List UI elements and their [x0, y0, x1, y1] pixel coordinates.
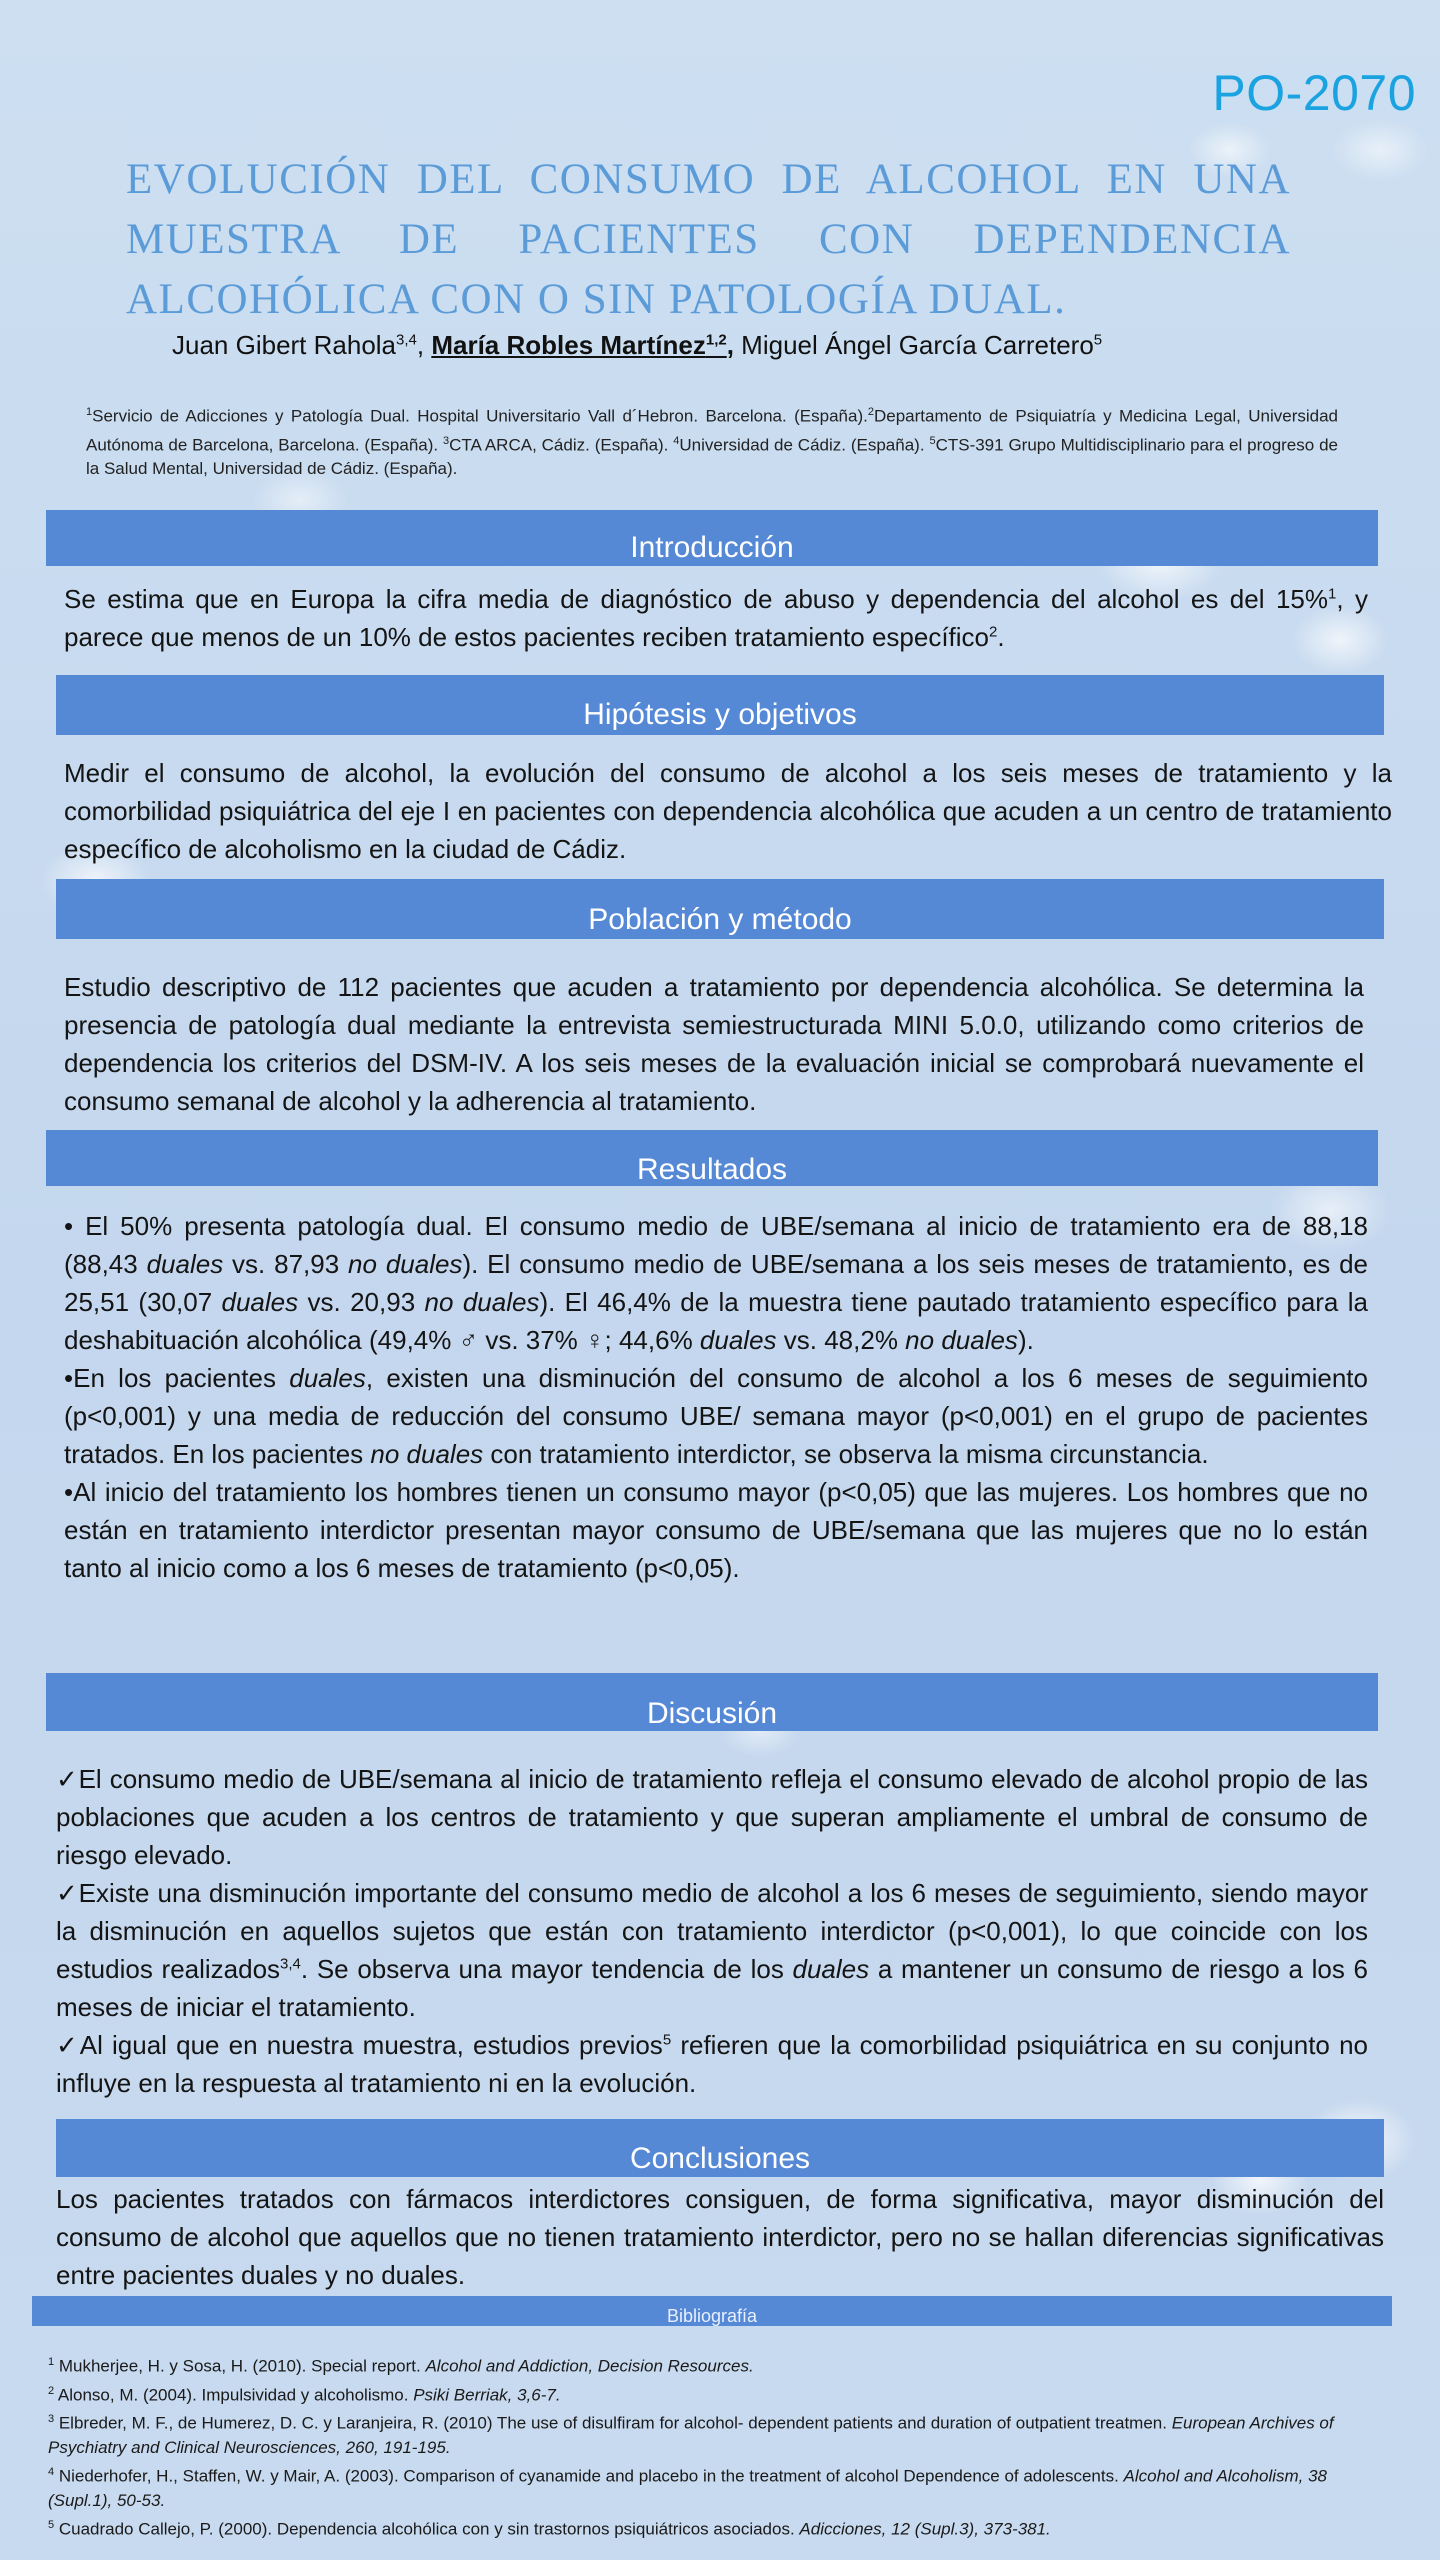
- author-1: Juan Gibert Rahola: [172, 330, 397, 360]
- author-3: Miguel Ángel García Carretero: [733, 330, 1094, 360]
- reference-number: 2: [48, 2384, 55, 2397]
- affil-text: Universidad de Cádiz. (España).: [679, 435, 930, 455]
- discussion-point-2: [56, 1874, 1368, 2026]
- bullet-icon: •: [64, 1477, 74, 1507]
- reference-text: Mukherjee, H. y Sosa, H. (2010). Special report.: [54, 2356, 426, 2376]
- section-text-poblacion: Estudio descriptivo de 112 pacientes que acuden a tratamiento por dependencia alcohólica. Se determina la presencia de patología dual mediante la entrevista semiestructurada MINI 5.0.0, utilizando como criterios de dependencia los criterios del DSM-IV. A los seis meses de la evaluación inicial se comprobará nuevamente el consumo semanal de alcohol y la adherencia al tratamiento.: [64, 972, 1364, 1116]
- results-italic: no duales: [424, 1287, 540, 1317]
- section-header-hipotesis: Hipótesis y objetivos: [56, 675, 1384, 735]
- check-icon: ✓: [56, 1764, 79, 1794]
- reference-source: Psiki Berriak, 3,6-7.: [413, 2385, 561, 2405]
- reference-item: [48, 2513, 1388, 2542]
- reference-item: [48, 2460, 1388, 2513]
- reference-number: 4: [48, 2465, 55, 2478]
- results-text: ). El 46,4% de la muestra tiene pautado tratamiento específico para la deshabituación alcohólica (49,4% ♂ vs. 37% ♀; 44,6%: [64, 1287, 1368, 1355]
- discussion-text: a mantener un consumo de riesgo a los 6 meses de iniciar el tratamiento.: [56, 1954, 1368, 2022]
- section-header-discusion: Discusión: [46, 1673, 1378, 1731]
- citation: 1: [1327, 585, 1337, 603]
- section-header-conclusiones: Conclusiones: [56, 2119, 1384, 2177]
- results-italic: no duales: [905, 1325, 1018, 1355]
- affil-num: 3: [442, 434, 450, 447]
- section-text-resultados: [64, 1207, 1368, 1587]
- intro-text: .: [997, 622, 1005, 652]
- section-text-hipotesis: Medir el consumo de alcohol, la evolución del consumo de alcohol a los seis meses de tratamiento y la comorbilidad psiquiátrica del eje I en pacientes con dependencia alcohólica que acuden a un centro de tratamiento específico de alcoholismo en la ciudad de Cádiz.: [64, 758, 1392, 864]
- authors-line: [172, 330, 1102, 361]
- author-2: María Robles Martínez: [431, 330, 706, 360]
- results-text: Al inicio del tratamiento los hombres tienen un consumo mayor (p<0,05) que las mujeres. Los hombres que no están en tratamiento interdictor presentan mayor consumo de UBE/semana que las mujeres que no lo están tanto al inicio como a los 6 meses de tratamiento (p<0,05).: [64, 1477, 1368, 1583]
- discussion-text: Al igual que en nuestra muestra, estudios previos: [79, 2030, 663, 2060]
- author-separator: ,: [416, 330, 432, 360]
- author-1-affil: 3,4: [396, 331, 417, 349]
- discussion-point-3: [56, 2026, 1368, 2102]
- author-separator: ,: [726, 330, 734, 360]
- results-text: ).: [1017, 1325, 1034, 1355]
- results-text: ). El consumo medio de UBE/semana a los seis meses de tratamiento, es de 25,51 (30,07: [64, 1249, 1368, 1317]
- affil-text: Servicio de Adicciones y Patología Dual. Hospital Universitario Vall d´Hebron. Barcelona. (España).: [92, 406, 868, 426]
- results-italic: duales: [221, 1287, 299, 1317]
- reference-text: Cuadrado Callejo, P. (2000). Dependencia alcohólica con y sin trastornos psiquiátricos asociados.: [54, 2519, 800, 2539]
- section-header-resultados: Resultados: [46, 1130, 1378, 1186]
- bullet-icon: •: [64, 1363, 74, 1393]
- reference-number: 5: [48, 2518, 55, 2531]
- results-bullet-1: [64, 1207, 1368, 1359]
- reference-source: European Archives of Psychiatry and Clinical Neurosciences, 260, 191-195.: [48, 2413, 1334, 2457]
- results-italic: duales: [146, 1249, 224, 1279]
- discussion-text: El consumo medio de UBE/semana al inicio de tratamiento refleja el consumo elevado de alcohol propio de las poblaciones que acuden a los centros de tratamiento y que superan ampliamente el umbral de consumo de riesgo elevado.: [56, 1764, 1369, 1870]
- reference-number: 3: [48, 2413, 55, 2426]
- reference-item: [48, 2407, 1388, 2460]
- reference-text: Elbreder, M. F., de Humerez, D. C. y Laranjeira, R. (2010) The use of disulfiram for alcohol- dependent patients and duration of outpatient treatmen.: [54, 2413, 1172, 2433]
- author-3-affil: 5: [1093, 331, 1103, 349]
- discussion-text: Existe una disminución importante del consumo medio de alcohol a los 6 meses de seguimiento, siendo mayor la disminución en aquellos sujetos que están con tratamiento interdictor (p<0,001), lo que coincide con los estudios realizados: [56, 1878, 1368, 1984]
- check-icon: ✓: [56, 1878, 79, 1908]
- title-line-2: MUESTRA DE PACIENTES CON DEPENDENCIA: [126, 216, 1291, 263]
- poster-title: [126, 150, 1291, 330]
- citation: 5: [662, 2031, 672, 2049]
- results-text: En los pacientes: [73, 1363, 290, 1393]
- author-2-affil: 1,2: [705, 331, 727, 349]
- results-text: El 50% presenta patología dual. El consumo medio de UBE/semana al inicio de tratamiento era de 88,18 (88,43: [64, 1211, 1368, 1279]
- affil-num: 2: [867, 406, 874, 418]
- citation: 3,4: [280, 1955, 301, 1973]
- check-icon: ✓: [56, 2030, 80, 2060]
- section-text-introduccion: [64, 580, 1368, 656]
- affil-text: CTA ARCA, Cádiz. (España).: [449, 435, 674, 455]
- discussion-italic: duales: [792, 1954, 870, 1984]
- affil-num: 4: [673, 434, 680, 447]
- reference-source: Alcohol and Alcoholism, 38 (Supl.1), 50-53.: [48, 2466, 1328, 2510]
- affil-num: 1: [86, 406, 93, 418]
- results-italic: no duales: [370, 1439, 484, 1469]
- section-header-bibliografia: Bibliografía: [32, 2296, 1392, 2326]
- results-text: , existen una disminución del consumo de alcohol a los 6 meses de seguimiento (p<0,001) y una media de reducción del consumo UBE/ semana mayor (p<0,001) en el grupo de pacientes tratados. En los pacientes: [64, 1363, 1368, 1469]
- reference-source: Adicciones, 12 (Supl.3), 373-381.: [799, 2519, 1051, 2539]
- results-text: vs. 20,93: [298, 1287, 425, 1317]
- results-text: vs. 87,93: [223, 1249, 349, 1279]
- affiliations: [86, 400, 1338, 481]
- reference-number: 1: [48, 2356, 55, 2368]
- reference-text: Alonso, M. (2004). Impulsividad y alcoholismo.: [54, 2385, 414, 2405]
- section-header-poblacion: Población y método: [56, 879, 1384, 939]
- section-text-discusion: [56, 1760, 1368, 2102]
- results-italic: no duales: [348, 1249, 463, 1279]
- bullet-icon: •: [64, 1211, 74, 1241]
- results-italic: duales: [289, 1363, 366, 1393]
- poster-code: PO-2070: [1212, 65, 1416, 121]
- intro-text: Se estima que en Europa la cifra media de diagnóstico de abuso y dependencia del alcohol es del 15%: [64, 584, 1328, 614]
- discussion-text: refieren que la comorbilidad psiquiátrica en su conjunto no influye en la respuesta al tratamiento ni en la evolución.: [56, 2030, 1368, 2098]
- reference-item: [48, 2379, 1388, 2408]
- discussion-point-1: [56, 1760, 1368, 1874]
- title-line-1: EVOLUCIÓN DEL CONSUMO DE ALCOHOL EN UNA: [126, 156, 1291, 203]
- results-bullet-2: [64, 1359, 1368, 1473]
- affil-text: CTS-391 Grupo Multidisciplinario para el progreso de la Salud Mental, Universidad de Cádiz. (España).: [86, 435, 1338, 479]
- reference-text: Niederhofer, H., Staffen, W. y Mair, A. (2003). Comparison of cyanamide and placebo in the treatment of alcohol Dependence of adolescents.: [54, 2466, 1124, 2486]
- results-text: con tratamiento interdictor, se observa la misma circunstancia.: [483, 1439, 1209, 1469]
- results-text: vs. 48,2%: [776, 1325, 906, 1355]
- author-2-main: [431, 330, 734, 360]
- affil-num: 5: [929, 434, 936, 447]
- results-italic: duales: [699, 1325, 777, 1355]
- discussion-text: . Se observa una mayor tendencia de los: [300, 1954, 793, 1984]
- affil-text: Departamento de Psiquiatría y Medicina Legal, Universidad Autónoma de Barcelona, Barcelona. (España).: [86, 406, 1338, 455]
- intro-text: , y parece que menos de un 10% de estos pacientes reciben tratamiento específico: [64, 584, 1368, 652]
- title-line-3: ALCOHÓLICA CON O SIN PATOLOGÍA DUAL.: [126, 276, 1067, 323]
- results-bullet-3: [64, 1473, 1368, 1587]
- citation: 2: [989, 623, 998, 641]
- references-list: [48, 2350, 1388, 2541]
- reference-item: [48, 2350, 1388, 2379]
- reference-source: Alcohol and Addiction, Decision Resources.: [425, 2356, 754, 2376]
- section-header-introduccion: Introducción: [46, 510, 1378, 566]
- section-text-conclusiones: Los pacientes tratados con fármacos interdictores consiguen, de forma significativa, mayor disminución del consumo de alcohol que aquellos que no tienen tratamiento interdictor, pero no se hallan diferencias significativas entre pacientes duales y no duales.: [56, 2184, 1384, 2290]
